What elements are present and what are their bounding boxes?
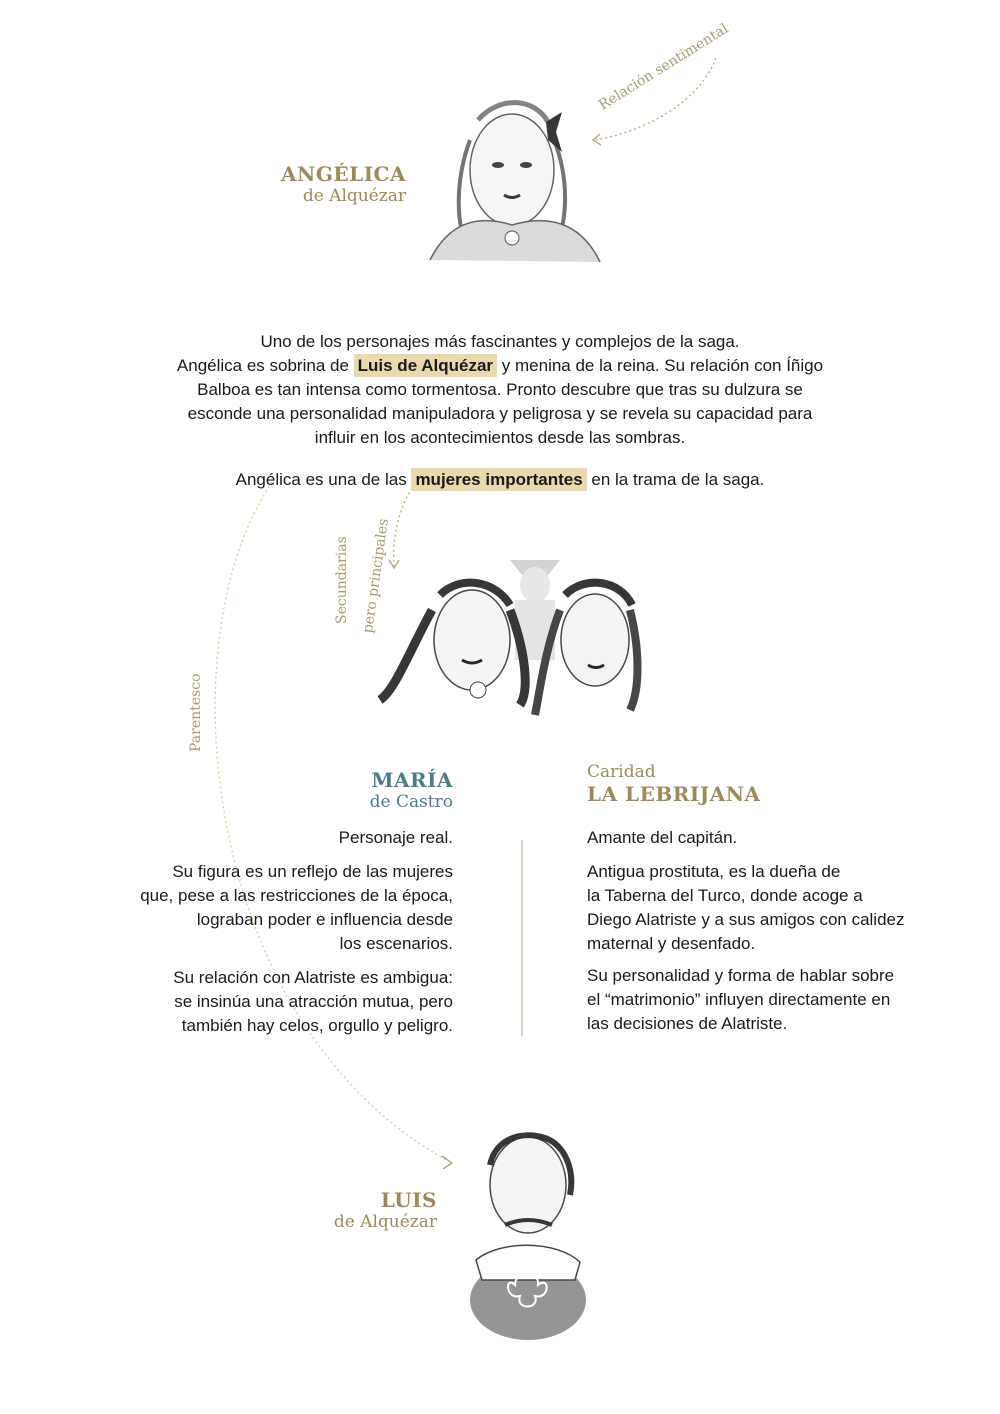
maria-p3 bbox=[33, 966, 453, 1038]
caridad-p2-line: Antigua prostituta, es la dueña de bbox=[587, 862, 841, 881]
maria-p2-line: los escenarios. bbox=[339, 934, 453, 953]
caridad-p2 bbox=[587, 860, 987, 956]
maria-p3-line: Su relación con Alatriste es ambigua: bbox=[173, 968, 453, 987]
highlight-mujeres: mujeres importantes bbox=[411, 468, 586, 491]
maria-name: MARÍA bbox=[371, 768, 453, 792]
maria-p3-line: también hay celos, orgullo y peligro. bbox=[181, 1016, 453, 1035]
caridad-name: LA LEBRIJANA bbox=[587, 782, 761, 806]
caridad-first-name: Caridad bbox=[587, 762, 656, 782]
highlight-luis: Luis de Alquézar bbox=[354, 354, 497, 377]
parentesco-arc bbox=[215, 482, 450, 1162]
parentesco-arrowhead bbox=[442, 1156, 452, 1169]
caridad-name-block bbox=[587, 762, 761, 806]
caridad-p2-line: maternal y desenfado. bbox=[587, 934, 756, 953]
maria-p2-line: Su figura es un reflejo de las mujeres bbox=[172, 862, 453, 881]
angelica-name-block bbox=[281, 162, 406, 206]
maria-p2-line: lograban poder e influencia desde bbox=[196, 910, 453, 929]
intro-line-4: esconde una personalidad manipuladora y peligrosa y se revela su capacidad para bbox=[187, 404, 813, 423]
caridad-p1: Amante del capitán. bbox=[587, 828, 738, 847]
luis-name-block bbox=[334, 1188, 437, 1232]
maria-description bbox=[33, 826, 453, 1038]
luis-name: LUIS bbox=[380, 1188, 437, 1212]
intro-women-line bbox=[0, 468, 1000, 492]
caridad-p3 bbox=[587, 964, 987, 1036]
caridad-description bbox=[587, 826, 987, 1036]
women-pre: Angélica es una de las bbox=[235, 470, 412, 489]
caridad-p3-line: Su personalidad y forma de hablar sobre bbox=[587, 966, 895, 985]
maria-name-block bbox=[370, 768, 453, 812]
secundarias-label-1: Secundarias bbox=[334, 536, 350, 624]
intro-line-2 bbox=[0, 354, 1000, 378]
angelica-surname: de Alquézar bbox=[302, 186, 406, 206]
intro-line-2-pre: Angélica es sobrina de bbox=[176, 356, 354, 375]
luis-surname: de Alquézar bbox=[333, 1212, 437, 1232]
secundarias-arc bbox=[394, 488, 412, 566]
angelica-portrait bbox=[430, 103, 600, 262]
maria-p2 bbox=[33, 860, 453, 956]
women-post: en la trama de la saga. bbox=[586, 470, 765, 489]
maria-surname: de Castro bbox=[369, 792, 453, 812]
intro-line-2-post: y menina de la reina. Su relación con Íñigo bbox=[497, 356, 824, 375]
parentesco-label: Parentesco bbox=[188, 673, 204, 752]
maria-p2-line: que, pese a las restricciones de la época, bbox=[140, 886, 453, 905]
caridad-p2-line: la Taberna del Turco, donde acoge a bbox=[587, 886, 863, 905]
women-portrait bbox=[380, 560, 638, 715]
maria-p3-line: se insinúa una atracción mutua, pero bbox=[174, 992, 453, 1011]
caridad-p3-line: las decisiones de Alatriste. bbox=[587, 1014, 788, 1033]
maria-p1: Personaje real. bbox=[338, 828, 453, 847]
angelica-name: ANGÉLICA bbox=[281, 162, 406, 186]
relation-label: Relación sentimental bbox=[596, 20, 732, 114]
luis-portrait bbox=[470, 1135, 586, 1340]
caridad-p2-line: Diego Alatriste y a sus amigos con calidez bbox=[587, 910, 905, 929]
secundarias-label-2: pero principales bbox=[360, 517, 392, 635]
intro-line-5: influir en los acontecimientos desde las sombras. bbox=[314, 428, 686, 447]
intro-paragraph bbox=[0, 330, 1000, 492]
caridad-p3-line: el “matrimonio” influyen directamente en bbox=[587, 990, 891, 1009]
intro-line-3: Balboa es tan intensa como tormentosa. Pronto descubre que tras su dulzura se bbox=[197, 380, 803, 399]
intro-line-1: Uno de los personajes más fascinantes y complejos de la saga. bbox=[260, 332, 740, 351]
